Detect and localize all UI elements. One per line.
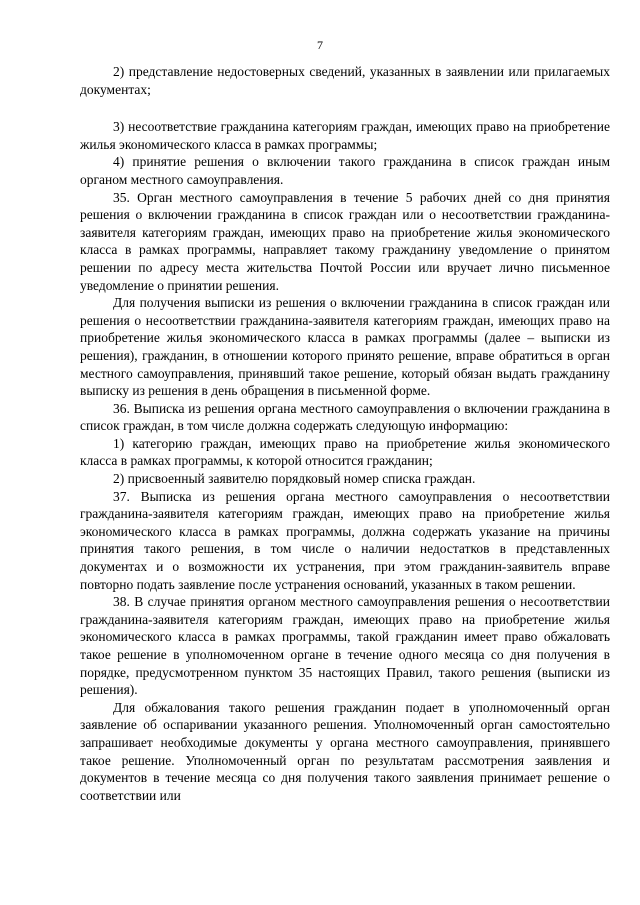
paragraph-clause-35: 35. Орган местного самоуправления в течение 5 рабочих дней со дня принятия решения о включении гражданина в список граждан или о несоответствии гражданина-заявителя категориям граждан, имеющих право на приобретение жилья экономического класса в рамках программы, направляет такому гражданину уведомление о принятом решении по адресу места жительства Почтой России или вручает лично письменное уведомление о принятии решения. [80, 189, 610, 293]
paragraph-clause-38: 38. В случае принятия органом местного самоуправления решения о несоответствии гражданина-заявителя категориям граждан, имеющих право на приобретение жилья экономического класса в рамках программы, такой гражданин имеет право обжаловать такое решение в уполномоченном органе в течение одного месяца со дня получения в порядке, предусмотренном пунктом 35 настоящих Правил, такого решения (выписки из решения). [80, 594, 610, 698]
paragraph-item-2b: 2) присвоенный заявителю порядковый номер списка граждан. [113, 471, 476, 487]
paragraph-item-3: 3) несоответствие гражданина категориям граждан, имеющих право на приобретение жилья экономического класса в рамках программы; [80, 119, 610, 152]
paragraph-clause-36: 36. Выписка из решения органа местного самоуправления о включении гражданина в список граждан, в том числе должна содержать следующую информацию: [80, 400, 610, 434]
document-body [80, 63, 610, 804]
paragraph-item-4: 4) принятие решения о включении такого гражданина в список граждан иным органом местного самоуправления. [80, 154, 610, 187]
paragraph-gap [80, 98, 610, 118]
paragraph-extract-request: Для получения выписки из решения о включении гражданина в список граждан или решения о несоответствии гражданина-заявителя категориям граждан, имеющих право на приобретение жилья экономического класса в рамках программы (далее – выписки из решения), гражданин, в отношении которого принято решение, вправе обратиться в орган местного самоуправления, принявший такое решение, который обязан выдать гражданину выписку из решения в день обращения в письменной форме. [80, 295, 610, 399]
paragraph-item-1: 1) категорию граждан, имеющих право на приобретение жилья экономического класса в рамках программы, к которой относится гражданин; [80, 435, 610, 469]
paragraph-clause-37: 37. Выписка из решения органа местного самоуправления о несоответствии гражданина-заявителя категориям граждан, имеющих право на приобретение жилья экономического класса в рамках программы, должна содержать указание на причины принятия такого решения, в том числе о наличии недостатков в представленных документах и о возможности их устранения, при этом гражданин-заявитель вправе повторно подать заявление после устранения оснований, указанных в таком решении. [80, 488, 610, 592]
page-number: 7 [317, 38, 323, 52]
paragraph-item-2: 2) представление недостоверных сведений, указанных в заявлении или прилагаемых документах; [80, 64, 610, 97]
paragraph-appeal: Для обжалования такого решения гражданин подает в уполномоченный орган заявление об оспаривании указанного решения. Уполномоченный орган самостоятельно запрашивает необходимые документы у органа местного самоуправления, принявшего такое решение. Уполномоченный орган по результатам рассмотрения заявления и документов в течение месяца со дня получения такого заявления принимает решение о соответствии или [80, 699, 610, 803]
